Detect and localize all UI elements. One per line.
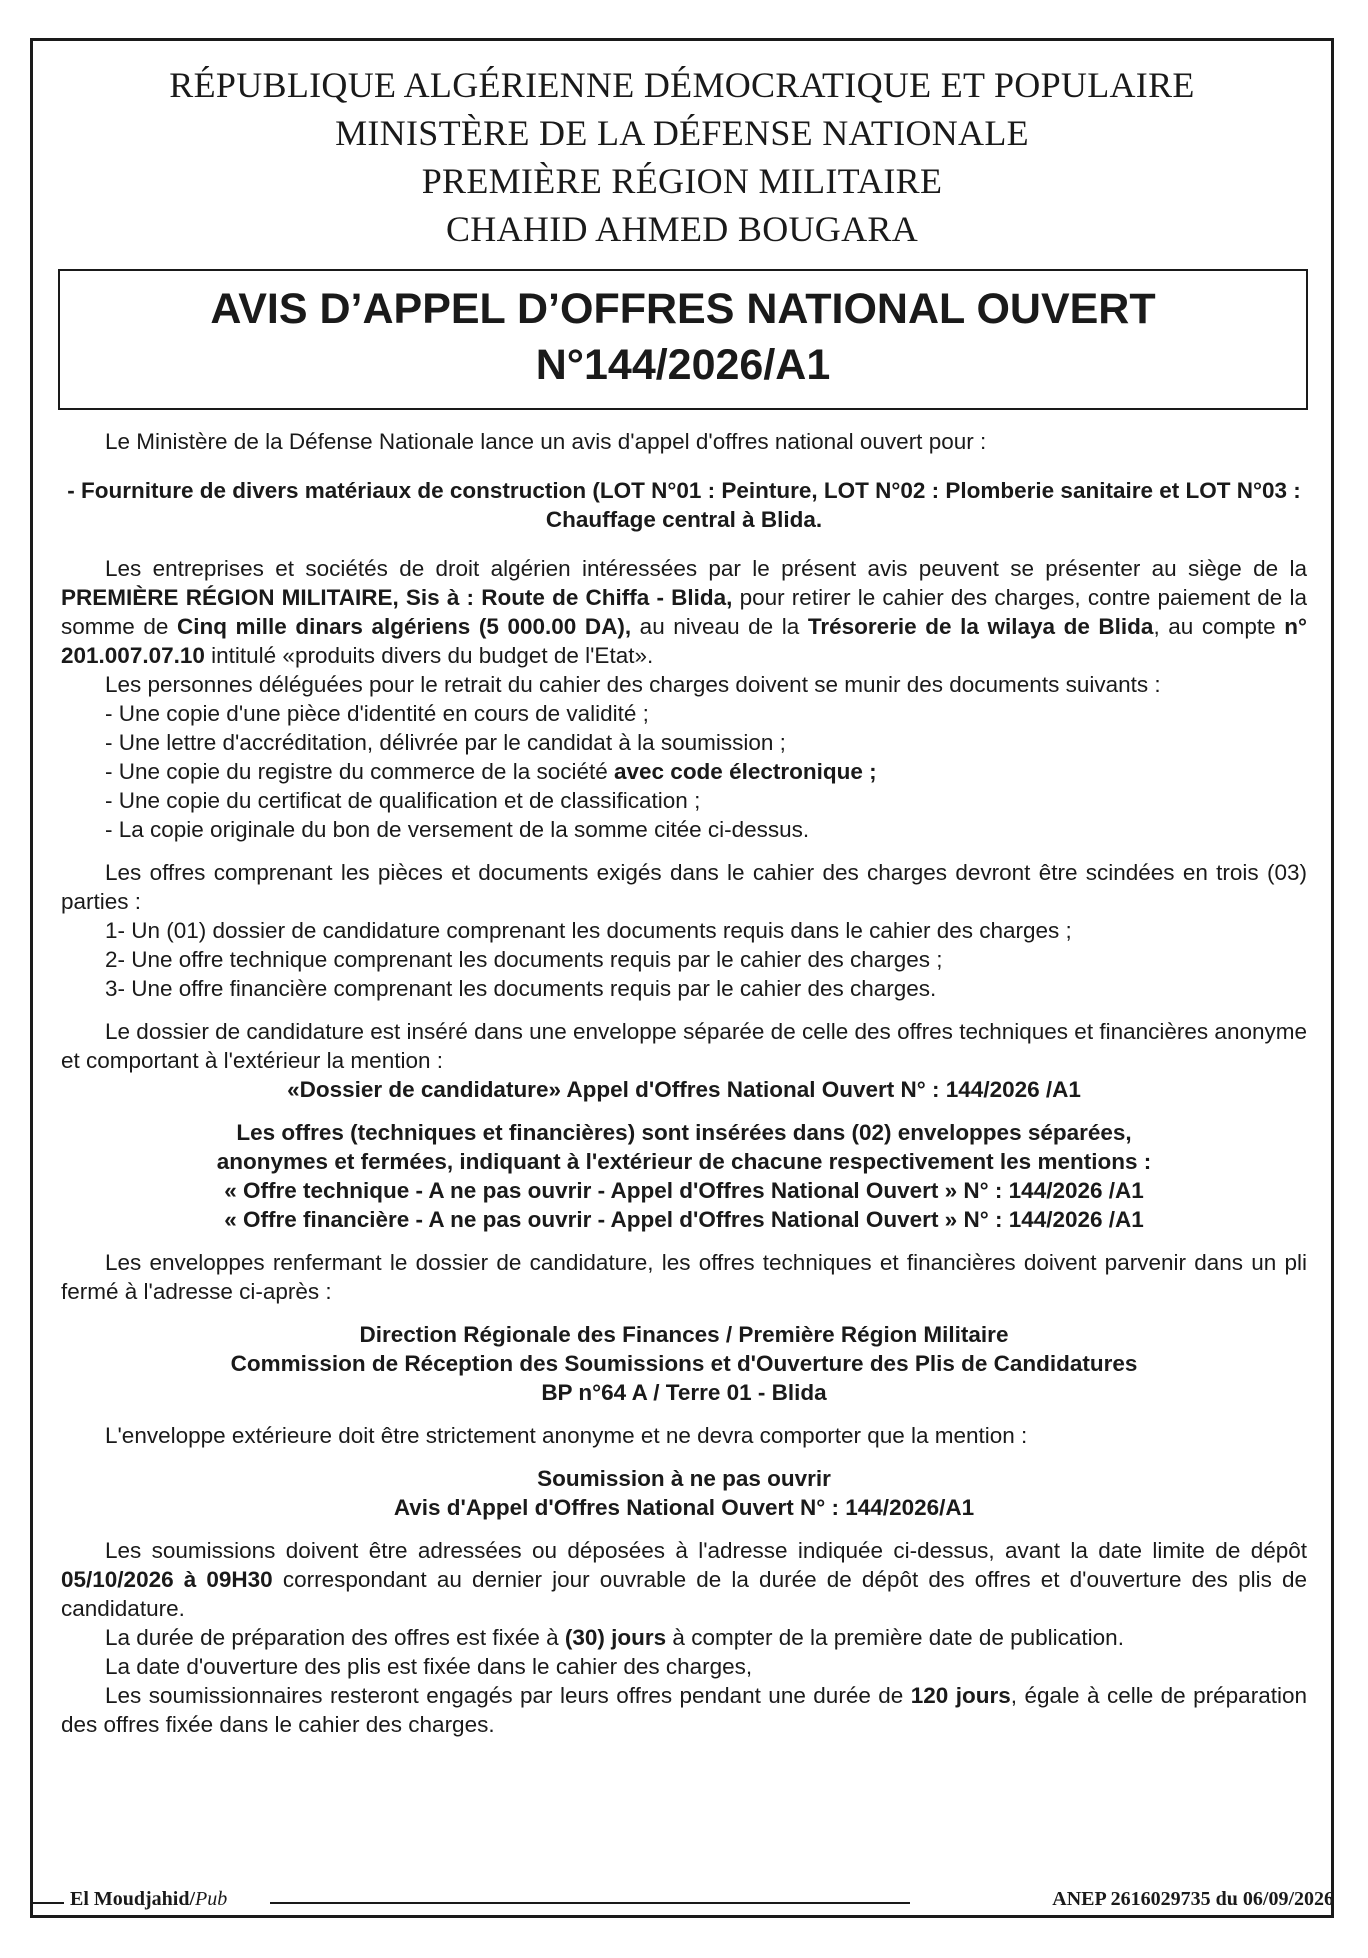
header-line-republic: RÉPUBLIQUE ALGÉRIENNE DÉMOCRATIQUE ET POPULAIRE (169, 65, 1195, 105)
offers-line: anonymes et fermées, indiquant à l'extérieur de chacune respectivement les mentions : (216, 1149, 1152, 1174)
header-line-ministry: MINISTÈRE DE LA DÉFENSE NATIONALE (335, 113, 1029, 153)
header-line-chahid: CHAHID AHMED BOUGARA (445, 209, 918, 249)
address-line: Commission de Réception des Soumissions et d'Ouverture des Plis de Candidatures (230, 1351, 1138, 1376)
financial-offer-mention: « Offre financière - A ne pas ouvrir - Appel d'Offres National Ouvert » N° : 144/2026 /A1 (224, 1207, 1144, 1232)
footer-rule (270, 1902, 910, 1904)
text-run: correspondant au dernier jour ouvrable de la durée de dépôt des offres et d'ouverture des plis de candidature. (61, 1567, 1307, 1621)
outer-mention: Avis d'Appel d'Offres National Ouvert N° : 144/2026/A1 (393, 1495, 975, 1520)
list-item (61, 757, 1307, 786)
address-line: BP n°64 A / Terre 01 - Blida (541, 1380, 827, 1405)
list-item: - La copie originale du bon de versement de la somme citée ci-dessus. (105, 817, 810, 842)
offers-line: Les offres (techniques et financières) sont insérées dans (02) enveloppes séparées, (236, 1120, 1132, 1145)
list-item: 1- Un (01) dossier de candidature comprenant les documents requis dans le cahier des charges ; (105, 918, 1072, 943)
text-run: Les entreprises et sociétés de droit algérien intéressées par le présent avis peuvent se présenter au siège de la (105, 556, 1307, 581)
notice-body (61, 427, 1307, 1739)
list-item: 2- Une offre technique comprenant les documents requis par le cahier des charges ; (105, 947, 943, 972)
validity-paragraph (61, 1681, 1307, 1739)
parts-paragraph: Les offres comprenant les pièces et documents exigés dans le cahier des charges devront être scindées en trois (03) parties : (61, 860, 1307, 914)
envelopes-paragraph: Les enveloppes renfermant le dossier de candidature, les offres techniques et financières doivent parvenir dans un pli fermé à l'adresse ci-après : (61, 1250, 1307, 1304)
text-run: Les soumissions doivent être adressées ou déposées à l'adresse indiquée ci-dessus, avant la date limite de dépôt (105, 1538, 1307, 1563)
footer-newspaper: El Moudjahid/ (70, 1888, 196, 1910)
notice-frame (30, 38, 1334, 1918)
address-line: Direction Régionale des Finances / Première Région Militaire (359, 1322, 1009, 1347)
text-run: pour retirer le cahier des charges, contre paiement de la somme de (61, 585, 1307, 639)
outer-mention: Soumission à ne pas ouvrir (537, 1466, 831, 1491)
notice-title: AVIS D’APPEL D’OFFRES NATIONAL OUVERT (210, 285, 1156, 333)
treasury-bold: Trésorerie de la wilaya de Blida (807, 614, 1154, 639)
footer-anep-reference: ANEP 2616029735 du 06/09/2026 (1052, 1888, 1334, 1910)
list-item: - Une copie du certificat de qualification et de classification ; (105, 788, 701, 813)
address-bold: PREMIÈRE RÉGION MILITAIRE, Sis à : Route de Chiffa - Blida, (61, 585, 733, 610)
text-run: La durée de préparation des offres est fixée à (105, 1625, 565, 1650)
text-run: , au compte (1153, 614, 1285, 639)
object-statement: - Fourniture de divers matériaux de construction (LOT N°01 : Peinture, LOT N°02 : Plomberie sanitaire et LOT N°03 : Chauffage central à Blida. (67, 478, 1301, 532)
opening-date-paragraph: La date d'ouverture des plis est fixée dans le cahier des charges, (105, 1654, 753, 1679)
list-item: - Une lettre d'accréditation, délivrée par le candidat à la soumission ; (105, 730, 786, 755)
text-run: , égale à celle de préparation des offres fixée dans le cahier des charges. (61, 1683, 1307, 1737)
technical-offer-mention: « Offre technique - A ne pas ouvrir - Appel d'Offres National Ouvert » N° : 144/2026 /A1 (224, 1178, 1144, 1203)
text-run: au niveau de la (631, 614, 808, 639)
text-run: Les soumissionnaires resteront engagés par leurs offres pendant une durée de (105, 1683, 911, 1708)
text-run: - Une copie du registre du commerce de la société (105, 759, 614, 784)
candidature-paragraph: Le dossier de candidature est inséré dans une enveloppe séparée de celle des offres techniques et financières anonyme et comportant à l'extérieur la mention : (61, 1019, 1307, 1073)
intro-paragraph: Le Ministère de la Défense Nationale lance un avis d'appel d'offres national ouvert pour : (105, 429, 987, 454)
text-run: à compter de la première date de publication. (666, 1625, 1124, 1650)
issuer-header (33, 61, 1331, 253)
footer-publication (70, 1888, 227, 1911)
candidature-mention: «Dossier de candidature» Appel d'Offres National Ouvert N° : 144/2026 /A1 (287, 1077, 1081, 1102)
preparation-paragraph (61, 1623, 1307, 1652)
list-item: - Une copie d'une pièce d'identité en cours de validité ; (105, 701, 649, 726)
account-bold: n° 201.007.07.10 (61, 614, 1307, 668)
footer-rule (30, 1902, 64, 1904)
footer-pub: Pub (195, 1888, 228, 1910)
deadline-bold: 05/10/2026 à 09H30 (61, 1567, 273, 1592)
delegates-paragraph: Les personnes déléguées pour le retrait du cahier des charges doivent se munir des documents suivants : (105, 672, 1161, 697)
header-line-region: PREMIÈRE RÉGION MILITAIRE (421, 161, 943, 201)
title-box (58, 269, 1308, 410)
withdrawal-paragraph (61, 554, 1307, 670)
fee-bold: Cinq mille dinars algériens (5 000.00 DA), (176, 614, 632, 639)
notice-number: N°144/2026/A1 (535, 341, 831, 389)
days-bold: (30) jours (564, 1625, 667, 1650)
deadline-paragraph (61, 1536, 1307, 1623)
validity-bold: 120 jours (910, 1683, 1011, 1708)
footer (0, 1888, 1368, 1918)
list-item: 3- Une offre financière comprenant les documents requis par le cahier des charges. (105, 976, 937, 1001)
outer-envelope-paragraph: L'enveloppe extérieure doit être strictement anonyme et ne devra comporter que la mention : (105, 1423, 1028, 1448)
text-run: intitulé «produits divers du budget de l'Etat». (204, 643, 654, 668)
electronic-code-bold: avec code électronique ; (614, 759, 877, 784)
